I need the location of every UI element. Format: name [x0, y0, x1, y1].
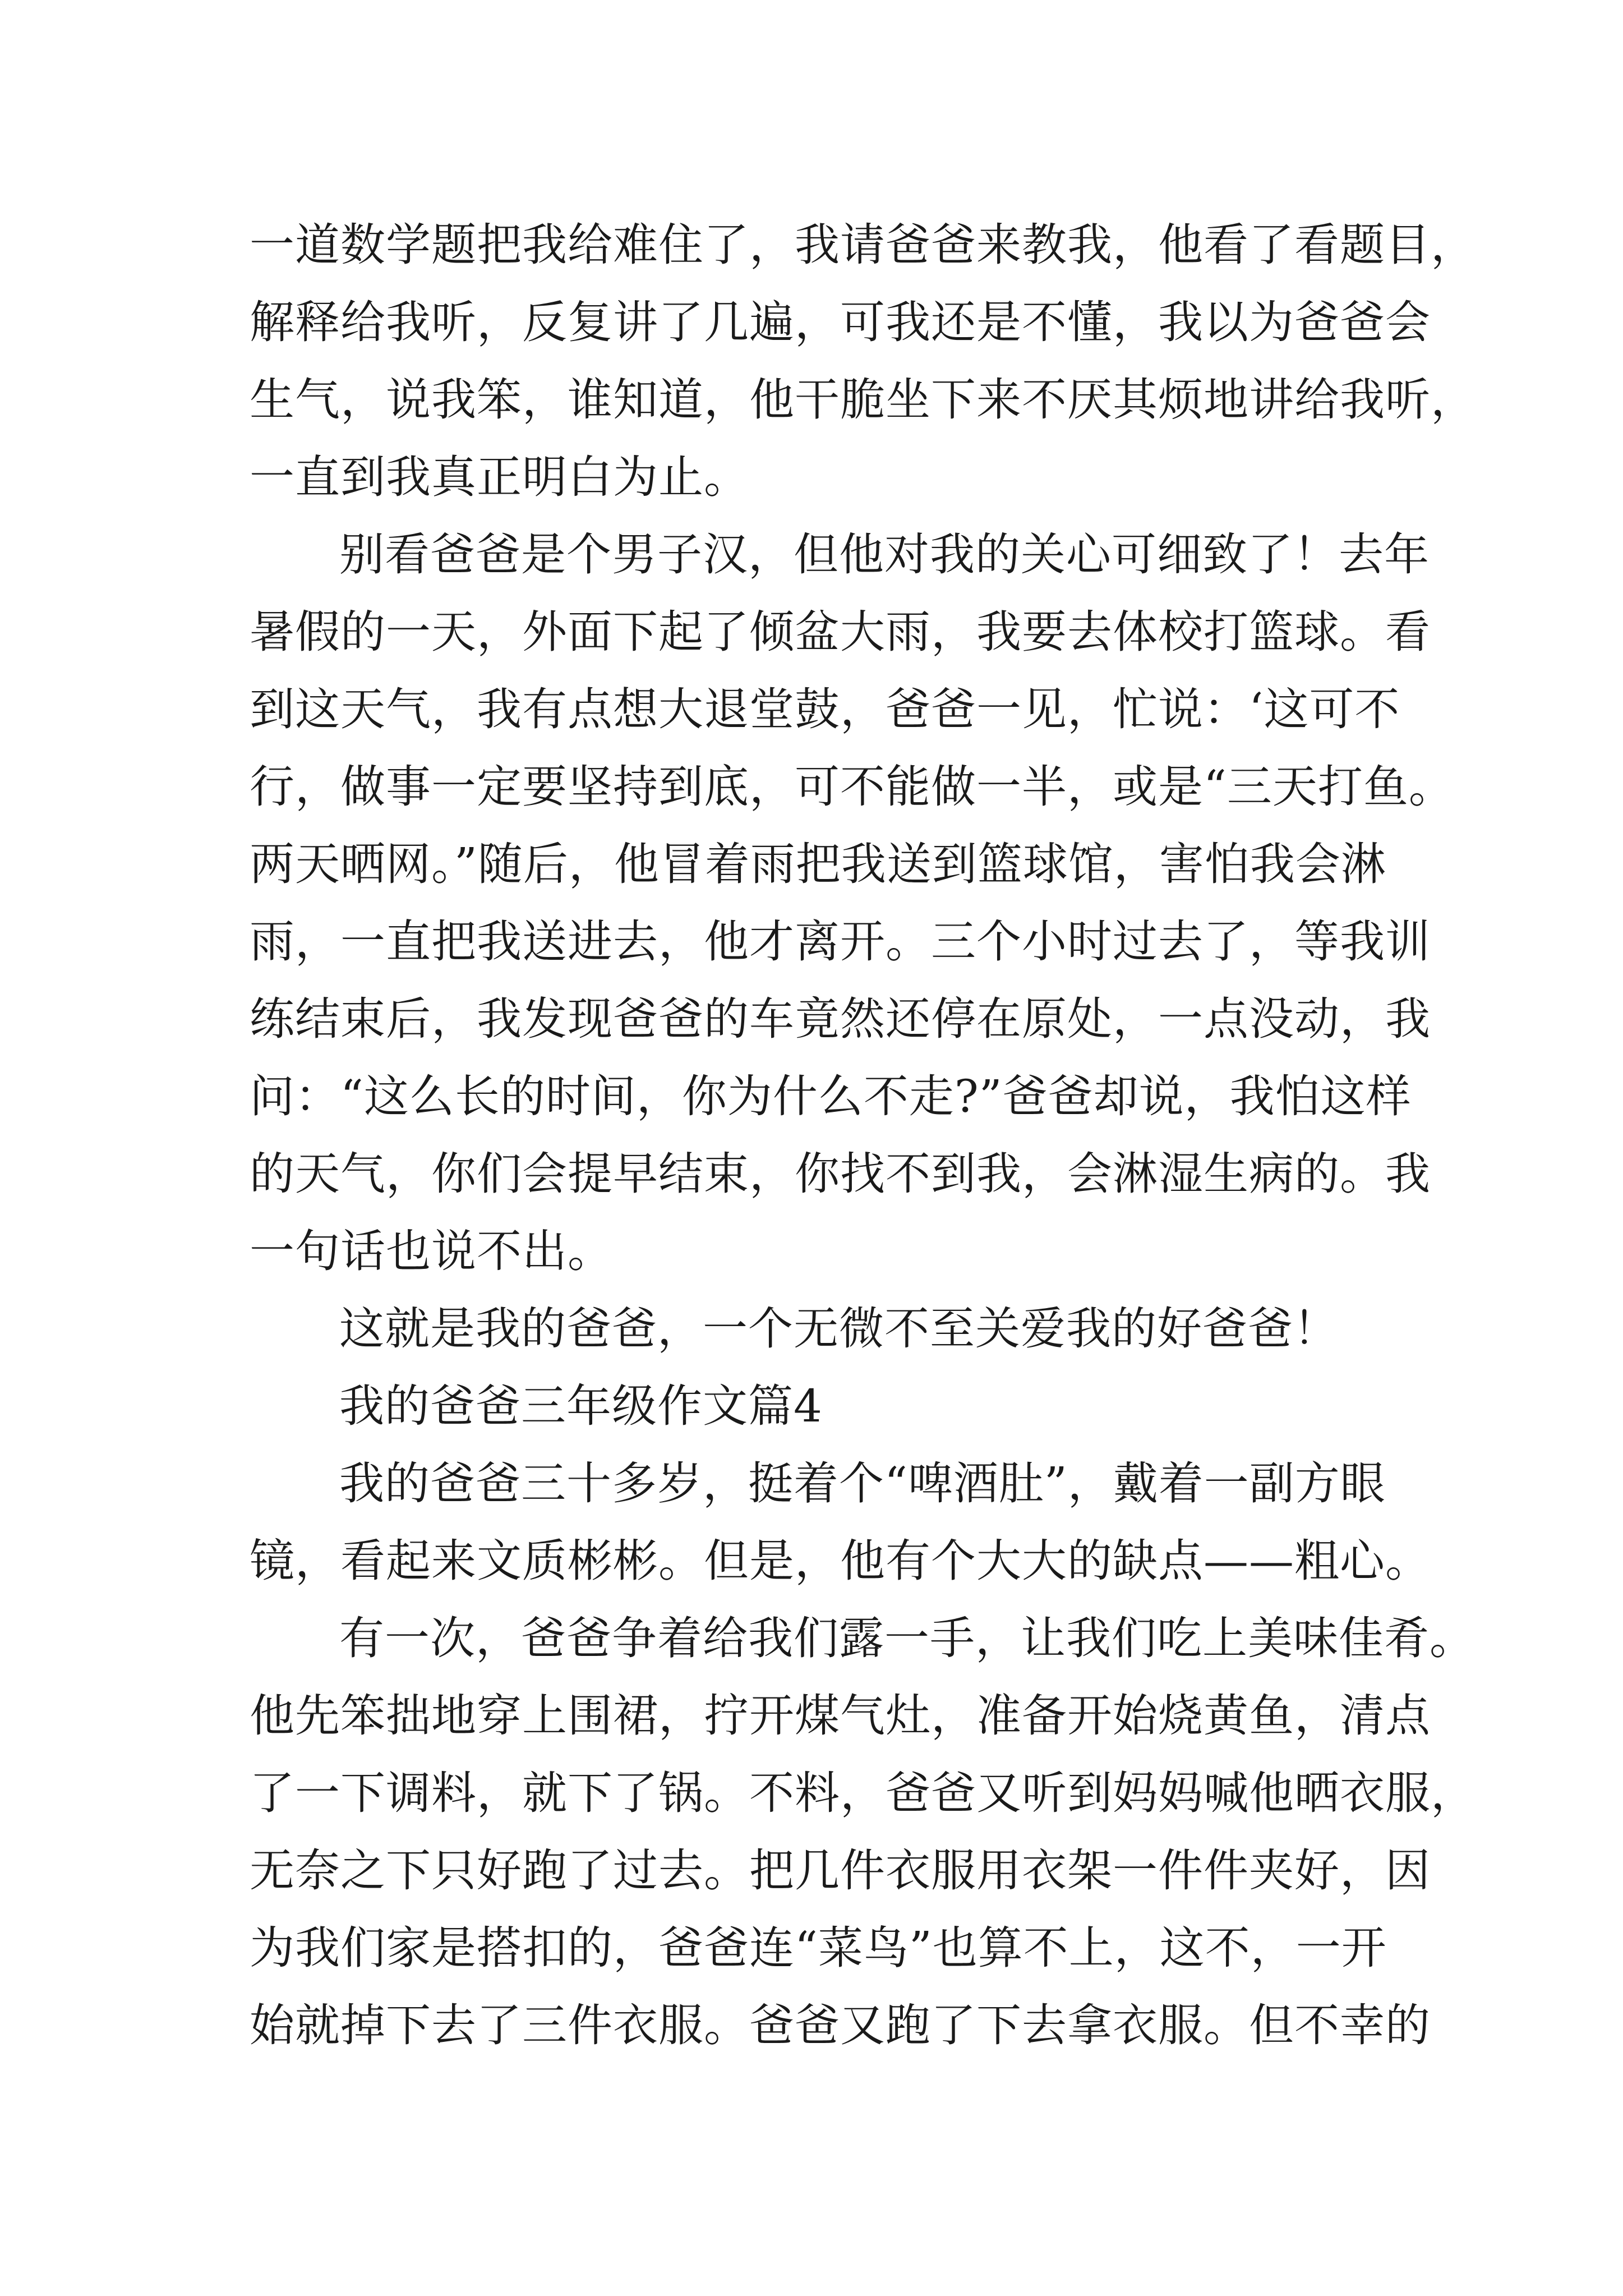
text-line: 有一次，爸爸争着给我们露一手，让我们吃上美味佳肴。 [339, 1612, 1475, 1664]
text-line: 问：“这么长的时间，你为什么不走?”爸爸却说，我怕这样 [250, 1070, 1412, 1122]
text-line: 为我们家是搭扣的，爸爸连“菜鸟”也算不上，这不，一开 [250, 1922, 1387, 1974]
text-line: 雨，一直把我送进去，他才离开。三个小时过去了，等我训 [250, 915, 1431, 968]
text-line: 这就是我的爸爸，一个无微不至关爱我的好爸爸！ [339, 1303, 1339, 1355]
text-line: 解释给我听，反复讲了几遍，可我还是不懂，我以为爸爸会 [250, 296, 1431, 348]
text-line: 镜，看起来文质彬彬。但是，他有个大大的缺点——粗心。 [250, 1535, 1431, 1587]
text-line: 一直到我真正明白为止。 [250, 451, 749, 503]
text-line: 暑假的一天，外面下起了倾盆大雨，我要去体校打篮球。看 [250, 606, 1431, 658]
text-line: 练结束后，我发现爸爸的车竟然还停在原处，一点没动，我 [250, 993, 1431, 1045]
document-body [250, 206, 1476, 2064]
text-line: 无奈之下只好跑了过去。把几件衣服用衣架一件件夹好，因 [250, 1844, 1431, 1897]
text-line: 行，做事一定要坚持到底，可不能做一半，或是“三天打鱼。 [250, 761, 1454, 813]
text-line: 别看爸爸是个男子汉，但他对我的关心可细致了！去年 [339, 528, 1430, 581]
text-line: 一道数学题把我给难住了，我请爸爸来教我，他看了看题目， [250, 219, 1476, 271]
section-heading: 我的爸爸三年级作文篇4 [339, 1380, 823, 1432]
text-line: 始就掉下去了三件衣服。爸爸又跑了下去拿衣服。但不幸的 [250, 1999, 1431, 2051]
text-line: 到这天气，我有点想大退堂鼓，爸爸一见，忙说：‘这可不 [250, 683, 1400, 735]
text-line: 我的爸爸三十多岁，挺着个“啤酒肚”，戴着一副方眼 [339, 1457, 1386, 1510]
text-line: 他先笨拙地穿上围裙，拧开煤气灶，准备开始烧黄鱼，清点 [250, 1690, 1431, 1742]
text-line: 两天晒网。”随后，他冒着雨把我送到篮球馆，害怕我会淋 [250, 838, 1386, 890]
text-line: 的天气，你们会提早结束，你找不到我，会淋湿生病的。我 [250, 1148, 1431, 1200]
text-line: 了一下调料，就下了锅。不料，爸爸又听到妈妈喊他晒衣服， [250, 1767, 1476, 1819]
text-line: 生气，说我笨，谁知道，他干脆坐下来不厌其烦地讲给我听， [250, 374, 1476, 426]
text-line: 一句话也说不出。 [250, 1225, 613, 1277]
